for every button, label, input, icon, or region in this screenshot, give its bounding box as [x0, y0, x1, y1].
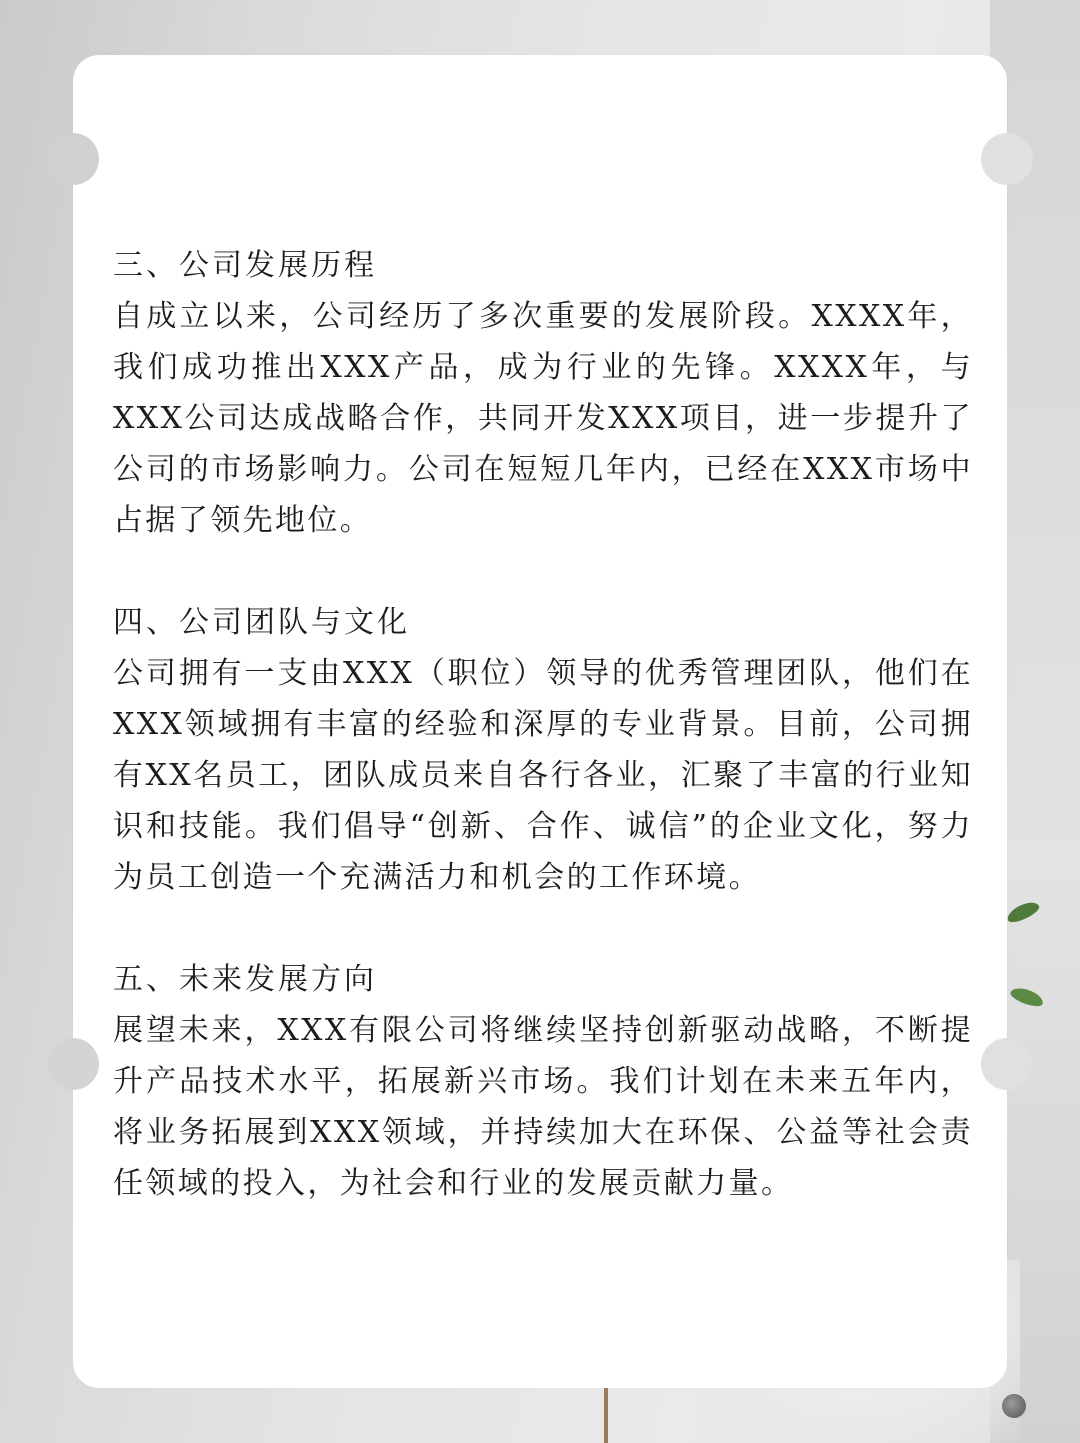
screw-icon [1002, 1394, 1026, 1418]
section-heading: 四、公司团队与文化 [113, 605, 410, 640]
card-notch [981, 1038, 1033, 1090]
section-body: 公司拥有一支由XXX（职位）领导的优秀管理团队，他们在XXX领域拥有丰富的经验和深厚的专业背景。目前，公司拥有XX名员工，团队成员来自各行各业，汇聚了丰富的行业知识和技能。我们倡导“创新、合作、诚信”的企业文化，努力为员工创造一个充满活力和机会的工作环境。 [113, 656, 973, 895]
background-plant-stem [604, 1380, 608, 1443]
section-heading: 三、公司发展历程 [113, 248, 377, 283]
card-notch [47, 1038, 99, 1090]
section-heading: 五、未来发展方向 [113, 962, 377, 997]
section-future-direction [113, 954, 973, 1209]
section-team-culture [113, 597, 973, 903]
section-body: 自成立以来，公司经历了多次重要的发展阶段。XXXX年，我们成功推出XXX产品，成为行业的先锋。XXXX年，与XXX公司达成战略合作，共同开发XXX项目，进一步提升了公司的市场影响力。公司在短短几年内，已经在XXX市场中占据了领先地位。 [113, 299, 973, 538]
section-body: 展望未来，XXX有限公司将继续坚持创新驱动战略，不断提升产品技术水平，拓展新兴市场。我们计划在未来五年内，将业务拓展到XXX领域，并持续加大在环保、公益等社会责任领域的投入，为社会和行业的发展贡献力量。 [113, 1013, 973, 1201]
card-notch [981, 133, 1033, 185]
article-content [113, 240, 973, 1209]
card-notch [47, 133, 99, 185]
section-development-history [113, 240, 973, 546]
